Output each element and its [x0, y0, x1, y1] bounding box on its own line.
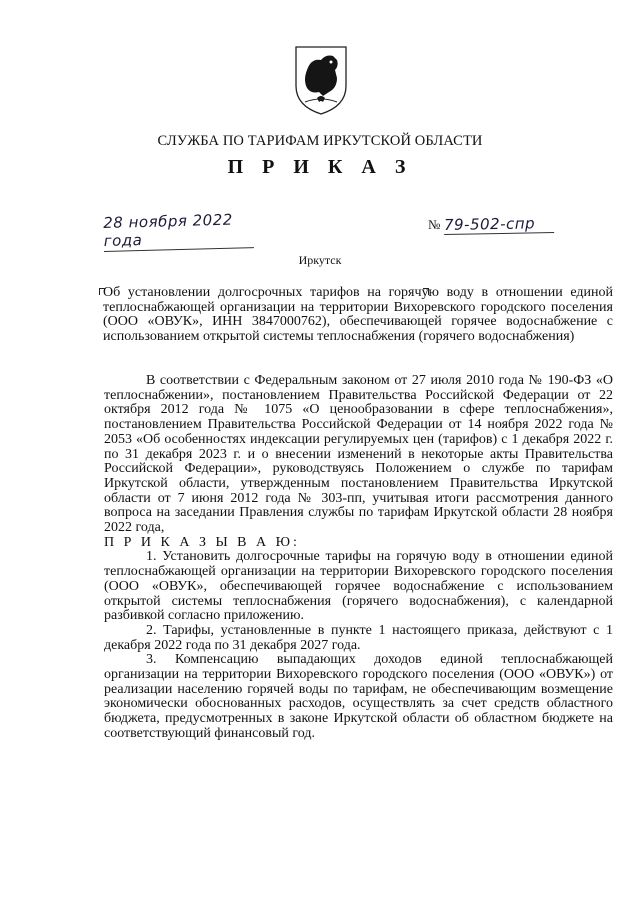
order-word: П Р И К А З Ы В А Ю:	[104, 534, 300, 550]
document-body	[104, 374, 613, 742]
subject-text: Об установлении долгосрочных тарифов на горячую воду в отношении единой теплоснабжающей организации на территории Вихоревского городского поселения (ООО «ОВУК», ИНН 3847000762), обеспечивающей горячее водоснабжение с использованием открытой системы теплоснабжения (горячего водоснабжения)	[103, 285, 613, 344]
number-sign: №	[428, 217, 441, 232]
handwritten-date: 28 ноября 2022 года	[103, 210, 254, 252]
irkutsk-coat-of-arms-icon	[293, 44, 349, 116]
document-number	[428, 215, 554, 234]
item-paragraph-3: 3. Компенсацию выпадающих доходов единой теплоснабжающей организации на территории Вихоревского городского поселения (ООО «ОВУК») от реализации населению горячей воды по тарифам, не обеспечивающим возмещение экономически обоснованных расходов, осуществлять за счет средств областного бюджета, предусмотренных в законе Иркутской области об областном бюджете на соответствующий финансовый год.	[104, 652, 613, 741]
city-name: Иркутск	[298, 253, 342, 267]
item-paragraph-2: 2. Тарифы, установленные в пункте 1 настоящего приказа, действуют с 1 декабря 2022 года по 31 декабря 2027 года.	[104, 622, 613, 653]
agency-title: СЛУЖБА ПО ТАРИФАМ ИРКУТСКОЙ ОБЛАСТИ	[157, 133, 483, 149]
handwritten-number: 79-502-спр	[443, 214, 553, 235]
preamble-paragraph: В соответствии с Федеральным законом от 27 июля 2010 года № 190-ФЗ «О теплоснабжении», постановлением Правительства Российской Федерации от 22 октября 2012 года № 1075 «О ценообразовании в сфере теплоснабжения», постановлением Правительства Российской Федерации от 14 ноября 2022 года № 2053 «Об особенностях индексации регулируемых цен (тарифов) с 1 декабря 2022 г. по 31 декабря 2023 г. и о внесении изменений в некоторые акты Правительства Российской Федерации», руководствуясь Положением о службе по тарифам Иркутской области, утвержденным постановлением Правительства Иркутской области от 7 июня 2012 года № 303-пп, учитывая итоги рассмотрения данного вопроса на заседании Правления службы по тарифам Иркутской области 28 ноября 2022 года,	[104, 373, 613, 536]
item-paragraph-1: 1. Установить долгосрочные тарифы на горячую воду в отношении единой теплоснабжающей организации на территории Вихоревского городского поселения (ООО «ОВУК», обеспечивающей горячее водоснабжение с использованием открытой системы теплоснабжения (горячего водоснабжения), с календарной разбивкой согласно приложению.	[104, 549, 613, 624]
subject-heading	[103, 286, 613, 344]
subject-bracket-left	[99, 288, 105, 295]
document-type: П Р И К А З	[227, 156, 413, 178]
subject-bracket-right	[423, 288, 429, 295]
